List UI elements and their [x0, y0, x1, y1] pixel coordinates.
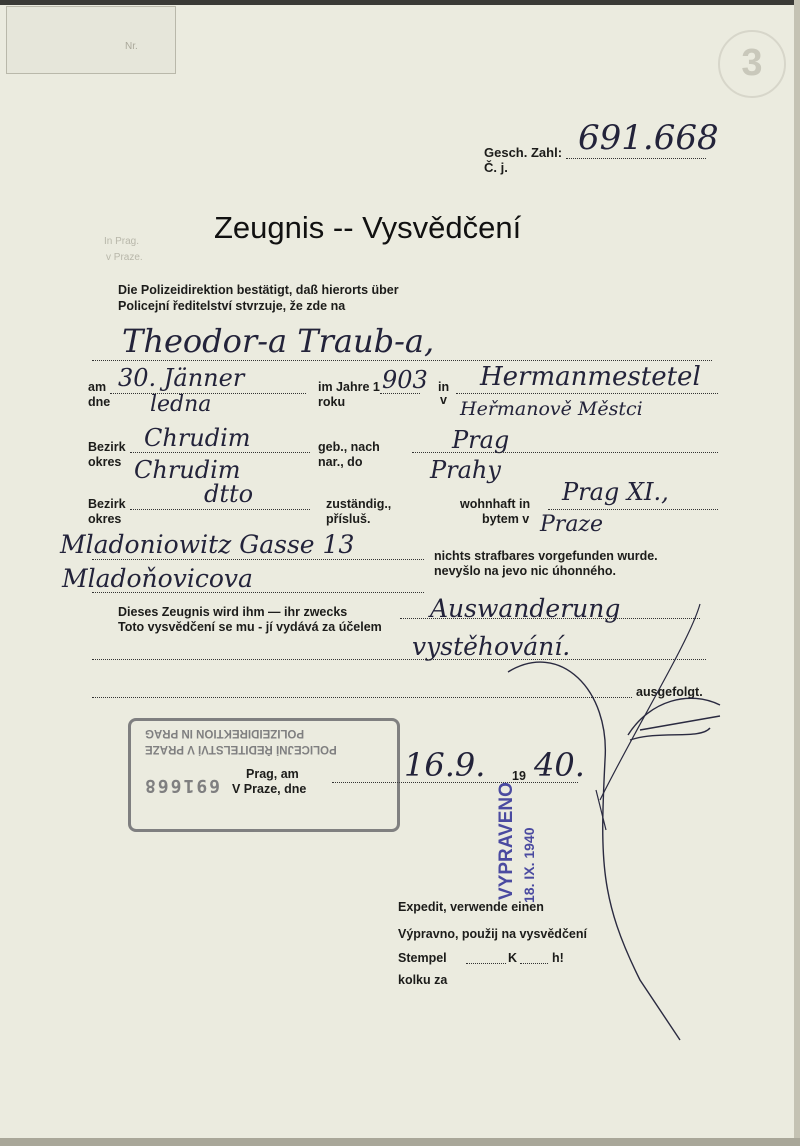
gesch-zahl-label: Gesch. Zahl:	[484, 145, 563, 160]
year-handwritten: 40.	[534, 746, 585, 784]
geb-handwritten: Prag	[452, 426, 510, 454]
wohnhaft-handwritten: Prag XI.,	[562, 478, 669, 506]
ausgefolgt-label: ausgefolgt.	[636, 685, 703, 699]
purpose-cs: Toto vysvědčení se mu - jí vydává za účelem	[118, 620, 382, 634]
prislus-label: přísluš.	[326, 512, 371, 526]
stub-label: Nr.	[125, 41, 138, 52]
police-stamp-line2: POLICEJNÍ ŘEDITELSTVÍ V PRAZE	[145, 743, 337, 755]
police-stamp-line1: POLIZEIDIREKTION IN PRAG	[145, 727, 305, 739]
bleed-through: v Praze.	[106, 252, 143, 263]
birth-day-handwritten: 30. Jänner	[118, 364, 245, 392]
gesch-zahl-handwritten: 691.668	[578, 118, 719, 158]
vypraveno-date: 18. IX. 1940	[521, 827, 537, 903]
k-label: K	[508, 951, 518, 965]
prag-am-label: Prag, am	[246, 767, 299, 781]
document-title: Zeugnis -- Vysvědčení	[214, 210, 522, 245]
roku-label: roku	[318, 395, 346, 409]
bezirk2-label: Bezirk	[88, 497, 126, 511]
stempel-h-rule	[520, 963, 548, 964]
intro-cs: Policejní ředitelství stvrzuje, že zde na	[118, 299, 346, 313]
birth-month-cs-handwritten: ledna	[150, 392, 212, 417]
intro-de: Die Polizeidirektion bestätigt, daß hierorts über	[118, 283, 399, 297]
vypravno-text: Výpravno, použij na vysvědčení	[398, 927, 587, 941]
address-line1-handwritten: Mladoniowitz Gasse 13	[60, 530, 355, 559]
geb-label: geb., nach	[318, 440, 380, 454]
nichts-cs: nevyšlo na jevo nic úhonného.	[434, 564, 616, 578]
stempel-k-rule	[466, 963, 506, 964]
zustandig-label: zuständig.,	[326, 497, 392, 511]
okres-handwritten: Chrudim	[134, 456, 241, 484]
wohnhaft-label: wohnhaft in	[460, 497, 531, 511]
expedit-text: Expedit, verwende einen	[398, 900, 544, 914]
year-prefix: 19	[512, 769, 526, 783]
jahre-label: im Jahre 1	[318, 380, 380, 394]
purpose-de: Dieses Zeugnis wird ihm — ihr zwecks	[118, 605, 348, 619]
am-label: am	[88, 380, 107, 394]
birth-year-handwritten: 903	[382, 366, 428, 394]
purpose-cs-handwritten: vystěhování.	[412, 632, 571, 661]
corner-number-circle: 3	[718, 30, 786, 98]
name-handwritten: Theodor-a Traub-a,	[122, 322, 435, 360]
okres2-label: okres	[88, 512, 122, 526]
bytem-label: bytem v	[482, 512, 530, 526]
nar-label: nar., do	[318, 455, 363, 469]
cj-label: Č. j.	[484, 160, 508, 175]
nichts-de: nichts strafbares vorgefunden wurde.	[434, 549, 658, 563]
stempel-label: Stempel	[398, 951, 447, 965]
bytem-handwritten: Praze	[540, 512, 604, 537]
v-label: v	[440, 393, 447, 407]
bleed-through: In Prag.	[104, 236, 140, 247]
date-handwritten: 16.9.	[404, 746, 486, 784]
police-stamp-number: 691668	[143, 775, 221, 796]
okres-label: okres	[88, 455, 122, 469]
birth-place-de-handwritten: Hermanmestetel	[480, 362, 701, 392]
bezirk2-handwritten: dtto	[204, 480, 254, 508]
bezirk-label: Bezirk	[88, 440, 126, 454]
kolku-label: kolku za	[398, 973, 448, 987]
birth-place-cs-handwritten: Heřmanově Městci	[460, 398, 643, 420]
v-praze-dne-label: V Praze, dne	[232, 782, 307, 796]
address-line2-handwritten: Mladoňovicova	[62, 564, 253, 593]
h-label: h!	[552, 951, 564, 965]
purpose-de-handwritten: Auswanderung	[430, 594, 621, 623]
bezirk-handwritten: Chrudim	[144, 424, 251, 452]
nar-handwritten: Prahy	[430, 456, 501, 484]
in-label: in	[438, 380, 450, 394]
dne-label: dne	[88, 395, 111, 409]
vypraveno-word: VYPRAVENO	[496, 782, 517, 900]
